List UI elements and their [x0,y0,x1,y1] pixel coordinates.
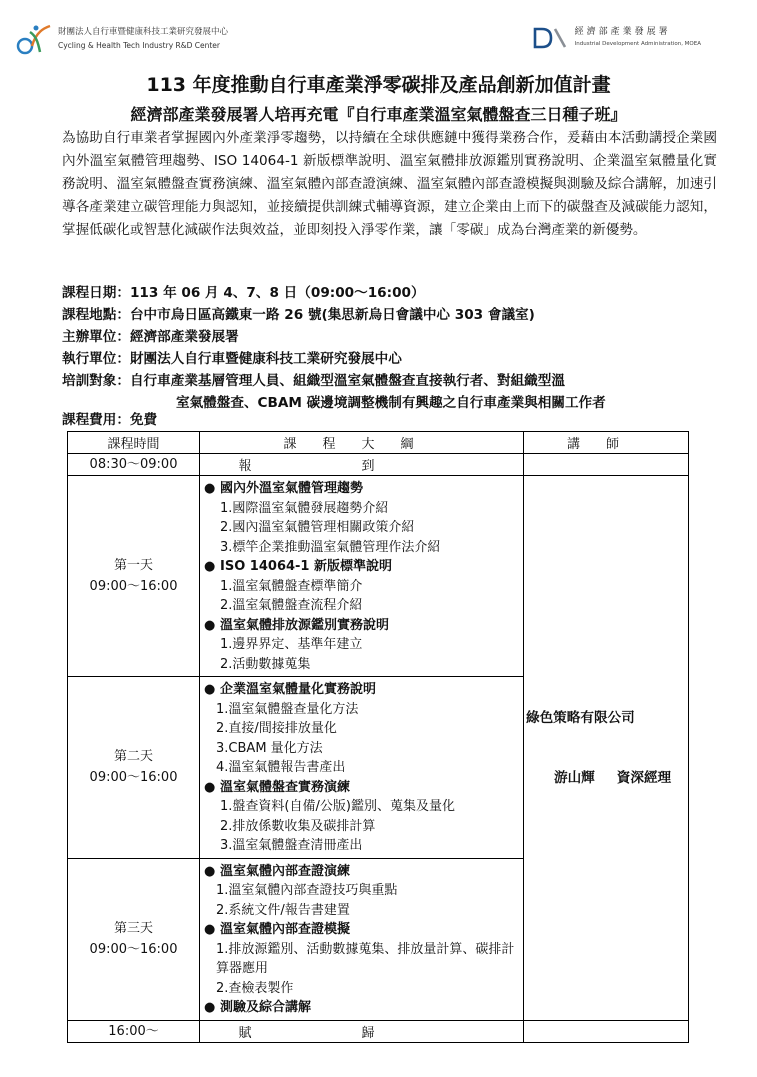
outline-section [200,616,523,636]
registration-text: 報到 [238,459,485,474]
day2-label: 第二天 [114,749,154,765]
fee-value: 免費 [129,412,158,428]
outline-section [200,557,523,577]
outline-item: 2.查檢表製作 [216,980,294,996]
host-row [62,326,722,348]
exec-value: 財團法人自行車暨健康科技工業研究發展中心 [129,351,402,367]
outline-section [200,680,523,700]
day3-label: 第三天 [114,921,154,936]
bullet-icon: ● [204,779,216,795]
course-place-value: 台中市烏日區高鐵東一路 26 號(集思新烏日會議中心 303 會議室) [129,307,535,323]
host-label: 主辦單位： [62,329,130,345]
outline-section [200,862,523,882]
host-value: 經濟部產業發展署 [129,329,239,345]
course-place-label: 課程地點： [62,307,130,323]
day1-outline [200,476,524,677]
day1-label: 第一天 [114,558,154,573]
ida-logo [533,26,701,50]
day2-time: 09:00～16:00 [89,770,178,786]
bullet-icon: ● [204,481,216,496]
bullet-icon: ● [204,559,216,574]
outline-item: 2.國內溫室氣體管理相關政策介紹 [220,520,415,535]
section-title: ISO 14064-1 新版標準說明 [220,559,393,574]
day1-time: 09:00～16:00 [89,579,178,594]
lecturer-company: 綠色策略有限公司 [525,710,635,726]
closing-lecturer-cell [523,1020,688,1042]
cycling-center-logo-icon [16,22,54,56]
outline-item: 2.直接/間接排放量化 [216,721,337,736]
section-title: 溫室氣體排放源鑑別實務說明 [220,617,390,633]
day3-time-cell [68,858,200,1020]
day2-time-cell [68,677,200,859]
day1-time-cell [68,476,200,677]
outline-section [200,920,523,940]
header-lecturer [523,432,688,454]
audience-value-1: 自行車產業基層管理人員、組織型溫室氣體盤查直接執行者、對組織型溫 [129,373,565,389]
section-title: 國內外溫室氣體管理趨勢 [220,481,364,496]
outline-item: 1.溫室氣體內部查證技巧與重點 [216,883,398,898]
day3-time: 09:00～16:00 [89,942,178,957]
section-title: 企業溫室氣體量化實務說明 [220,682,377,697]
exec-row [62,348,722,370]
schedule-table [67,431,689,1043]
section-title: 測驗及綜合講解 [220,1000,312,1015]
page-subtitle: 經濟部產業發展署人培再充電『自行車產業溫室氣體盤查三日種子班』 [130,105,627,124]
outline-item: 2.活動數據蒐集 [220,656,311,672]
bullet-icon: ● [204,922,216,937]
section-title: 溫室氣體盤查實務演練 [220,779,351,795]
day2-outline [200,677,524,859]
course-date-value: 113 年 06 月 4、7、8 日（09:00～16:00） [129,285,425,301]
lecturer-cell [523,476,688,1021]
header-outline [200,432,524,454]
course-date-row [62,282,722,304]
section-title: 溫室氣體內部查證演練 [220,863,351,879]
registration-time: 08:30～09:00 [68,454,200,476]
cycling-center-logo [16,22,228,56]
header-time [68,432,200,454]
page-title: 113 年度推動自行車產業淨零碳排及產品創新加值計畫 [146,74,611,96]
intro-paragraph: 為協助自行車業者掌握國內外產業淨零趨勢，以持續在全球供應鏈中獲得業務合作，爰藉由本活動講授企業國內外溫室氣體管理趨勢、ISO 14064-1 新版標準說明、溫室氣體排放源鑑別實務說明、企業溫室氣體量化實務說明、溫室氣體盤查實務演練、溫室氣體內部查證演練、溫室氣體內部查證模擬與測驗及綜合講解，加速引導各產業建立碳管理能力與認知，並接續提供訓練式輔導資源，建立企業由上而下的碳盤查及減碳能力認知，掌握低碳化或智慧化減碳作法與效益，並即刻投入淨零作業，讓「零碳」成為台灣產業的新優勢。 [62,130,717,238]
outline-item: 1.溫室氣體盤查量化方法 [216,701,359,717]
org-name-zh: 財團法人自行車暨健康科技工業研究發展中心 [58,27,229,37]
closing-time: 16:00～ [68,1020,200,1042]
exec-label: 執行單位： [62,351,130,367]
header-lecturer-text: 講師 [566,437,645,452]
registration-lecturer-cell [523,454,688,476]
closing-text: 賦歸 [238,1025,485,1041]
fee-label: 課程費用： [62,412,130,428]
outline-item: 3.標竿企業推動溫室氣體管理作法介紹 [220,539,441,555]
outline-item: 2.排放係數收集及碳排計算 [220,818,376,834]
outline-item: 3.CBAM 量化方法 [216,740,323,756]
org-name-en: Cycling & Health Tech Industry R&D Center [58,41,220,50]
day3-outline [200,858,524,1020]
ida-logo-icon [533,27,567,49]
lecturer-info [524,766,688,786]
bullet-icon: ● [204,863,216,879]
audience-label: 培訓對象： [62,373,130,389]
lecturer-title: 資深經理 [616,770,672,786]
closing-cell [200,1020,524,1042]
registration-cell [200,454,524,476]
outline-item: 4.溫室氣體報告書產出 [216,760,346,775]
fee-row [62,409,722,431]
outline-item: 1.國際溫室氣體發展趨勢介紹 [220,500,389,516]
outline-section [200,479,523,499]
course-place-row [62,304,722,326]
lecturer-name: 游山輝 [553,770,595,786]
outline-item: 1.盤查資料(自備/公版)鑑別、蒐集及量化 [220,799,455,814]
outline-item: 2.系統文件/報告書建置 [216,902,350,918]
header-time-text: 課程時間 [107,437,160,452]
closing-row [68,1020,689,1042]
outline-item: 1.排放源鑑別、活動數據蒐集、排放量計算、碳排計算器應用 [216,941,515,976]
bullet-icon: ● [204,1000,216,1015]
gov-name-en: Industrial Development Administration, MOEA [574,41,701,47]
gov-name-zh: 經濟部產業發展署 [574,27,671,37]
bullet-icon: ● [204,682,216,697]
outline-item: 1.溫室氣體盤查標準簡介 [220,578,363,594]
outline-item: 2.溫室氣體盤查流程介紹 [220,598,363,613]
outline-item: 1.邊界界定、基準年建立 [220,637,363,652]
section-title: 溫室氣體內部查證模擬 [220,922,351,937]
course-date-label: 課程日期： [62,285,130,301]
header-outline-text: 課程大綱 [283,437,440,452]
outline-section [200,778,523,798]
day1-row [68,476,689,677]
audience-row [62,370,722,392]
bullet-icon: ● [204,617,216,633]
audience-value-2: 室氣體盤查、CBAM 碳邊境調整機制有興趣之自行車產業與相關工作者 [176,395,606,411]
outline-section [200,998,523,1018]
table-header-row [68,432,689,454]
header [16,22,741,62]
registration-row [68,454,689,476]
outline-item: 3.溫室氣體盤查清冊產出 [220,838,363,853]
